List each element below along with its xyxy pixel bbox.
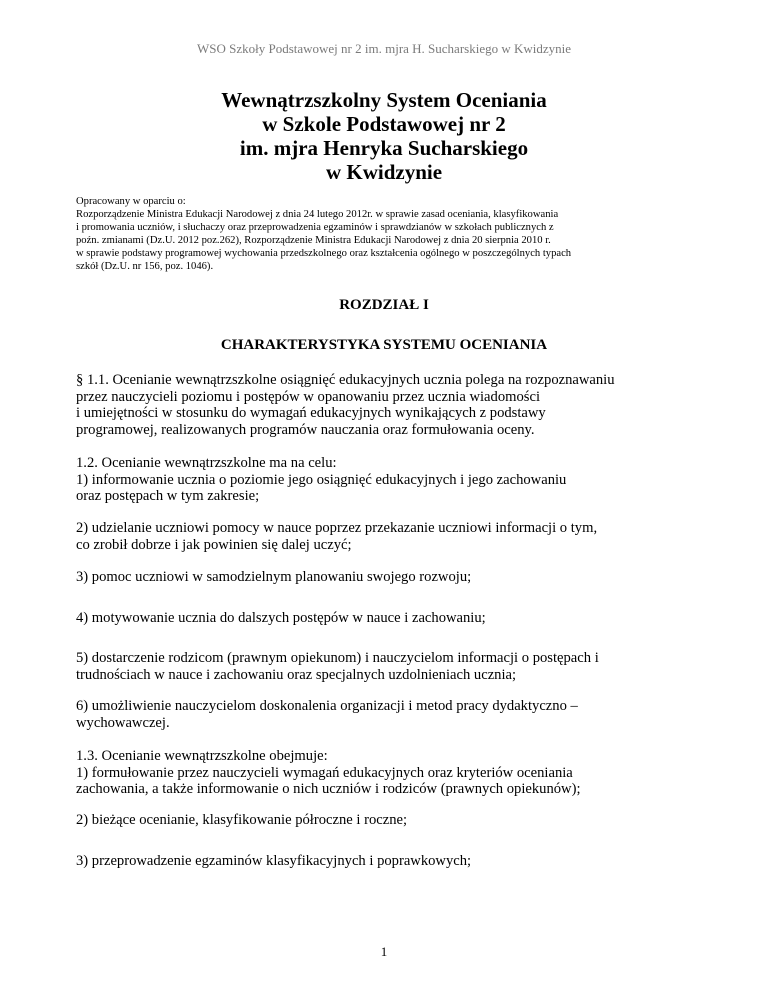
text-line: oraz postępach w tym zakresie; <box>76 488 260 505</box>
paragraph-1-2 <box>76 455 726 505</box>
chapter-title: CHARAKTERYSTYKA SYSTEMU OCENIANIA <box>220 337 548 353</box>
text-line: 4) motywowanie ucznia do dalszych postępów w nauce i zachowaniu; <box>76 610 486 626</box>
page-number: 1 <box>380 944 388 959</box>
text-line: 6) umożliwienie nauczycielom doskonalenia organizacji i metod pracy dydaktyczno – <box>76 698 578 714</box>
list-item-1-3-3 <box>76 853 726 870</box>
text-line: 3) pomoc uczniowi w samodzielnym planowaniu swojego rozwoju; <box>76 569 472 585</box>
document-title <box>0 88 768 184</box>
list-item-5 <box>76 650 726 683</box>
basis-line: poźn. zmianami (Dz.U. 2012 poz.262), Rozporządzenie Ministra Edukacji Narodowej z dnia 20 sierpnia 2010 r. <box>76 235 551 247</box>
basis-line: Opracowany w oparciu o: <box>76 196 186 207</box>
text-line: trudnościach w nauce i zachowaniu oraz specjalnych uzdolnieniach ucznia; <box>76 666 517 683</box>
text-line: wychowawczej. <box>76 714 170 731</box>
title-line: Wewnątrzszkolny System Oceniania <box>221 88 547 112</box>
basis-line: w sprawie podstawy programowej wychowania przedszkolnego oraz kształcenia ogólnego w poszczególnych typach <box>76 248 572 260</box>
text-line: 1) informowanie ucznia o poziomie jego osiągnięć edukacyjnych i jego zachowaniu <box>76 471 567 488</box>
paragraph-1-1 <box>76 372 726 438</box>
legal-basis <box>76 195 706 274</box>
text-line: § 1.1. Ocenianie wewnątrzszkolne osiągnięć edukacyjnych ucznia polega na rozpoznawaniu <box>76 372 615 388</box>
text-line: 1.3. Ocenianie wewnątrzszkolne obejmuje: <box>76 748 328 764</box>
chapter-label: ROZDZIAŁ I <box>339 297 429 313</box>
title-line: im. mjra Henryka Sucharskiego <box>239 136 529 160</box>
text-line: programowej, realizowanych programów nauczania oraz formułowania oceny. <box>76 421 535 438</box>
text-line: przez nauczycieli poziomu i postępów w opanowaniu przez ucznia wiadomości <box>76 388 540 405</box>
text-line: 2) bieżące ocenianie, klasyfikowanie półroczne i roczne; <box>76 812 408 828</box>
basis-line: i promowania uczniów, i słuchaczy oraz przeprowadzenia egzaminów i sprawdzianów w szkołach publicznych z <box>76 222 554 234</box>
text-line: 2) udzielanie uczniowi pomocy w nauce poprzez przekazanie uczniowi informacji o tym, <box>76 520 598 536</box>
text-line: 1.2. Ocenianie wewnątrzszkolne ma na celu: <box>76 455 337 471</box>
list-item-3 <box>76 569 726 586</box>
list-item-6 <box>76 698 726 731</box>
text-line: 3) przeprowadzenie egzaminów klasyfikacyjnych i poprawkowych; <box>76 853 472 869</box>
list-item-4 <box>76 610 726 627</box>
running-header: WSO Szkoły Podstawowej nr 2 im. mjra H. Sucharskiego w Kwidzynie <box>196 41 572 56</box>
basis-line: Rozporządzenie Ministra Edukacji Narodowej z dnia 24 lutego 2012r. w sprawie zasad oceniania, klasyfikowania <box>76 209 559 221</box>
text-line: 1) formułowanie przez nauczycieli wymagań edukacyjnych oraz kryteriów oceniania <box>76 764 573 781</box>
text-line: co zrobił dobrze i jak powinien się dalej uczyć; <box>76 536 352 553</box>
basis-line: szkół (Dz.U. nr 156, poz. 1046). <box>76 261 214 273</box>
title-line: w Kwidzynie <box>325 160 443 184</box>
text-line: 5) dostarczenie rodzicom (prawnym opiekunom) i nauczycielom informacji o postępach i <box>76 650 599 666</box>
title-line: w Szkole Podstawowej nr 2 <box>262 112 506 136</box>
text-line: zachowania, a także informowanie o nich uczniów i rodziców (prawnych opiekunów); <box>76 781 581 798</box>
list-item-2 <box>76 520 726 553</box>
paragraph-1-3 <box>76 748 726 798</box>
text-line: i umiejętności w stosunku do wymagań edukacyjnych wynikających z podstawy <box>76 405 546 422</box>
list-item-1-3-2 <box>76 812 726 829</box>
